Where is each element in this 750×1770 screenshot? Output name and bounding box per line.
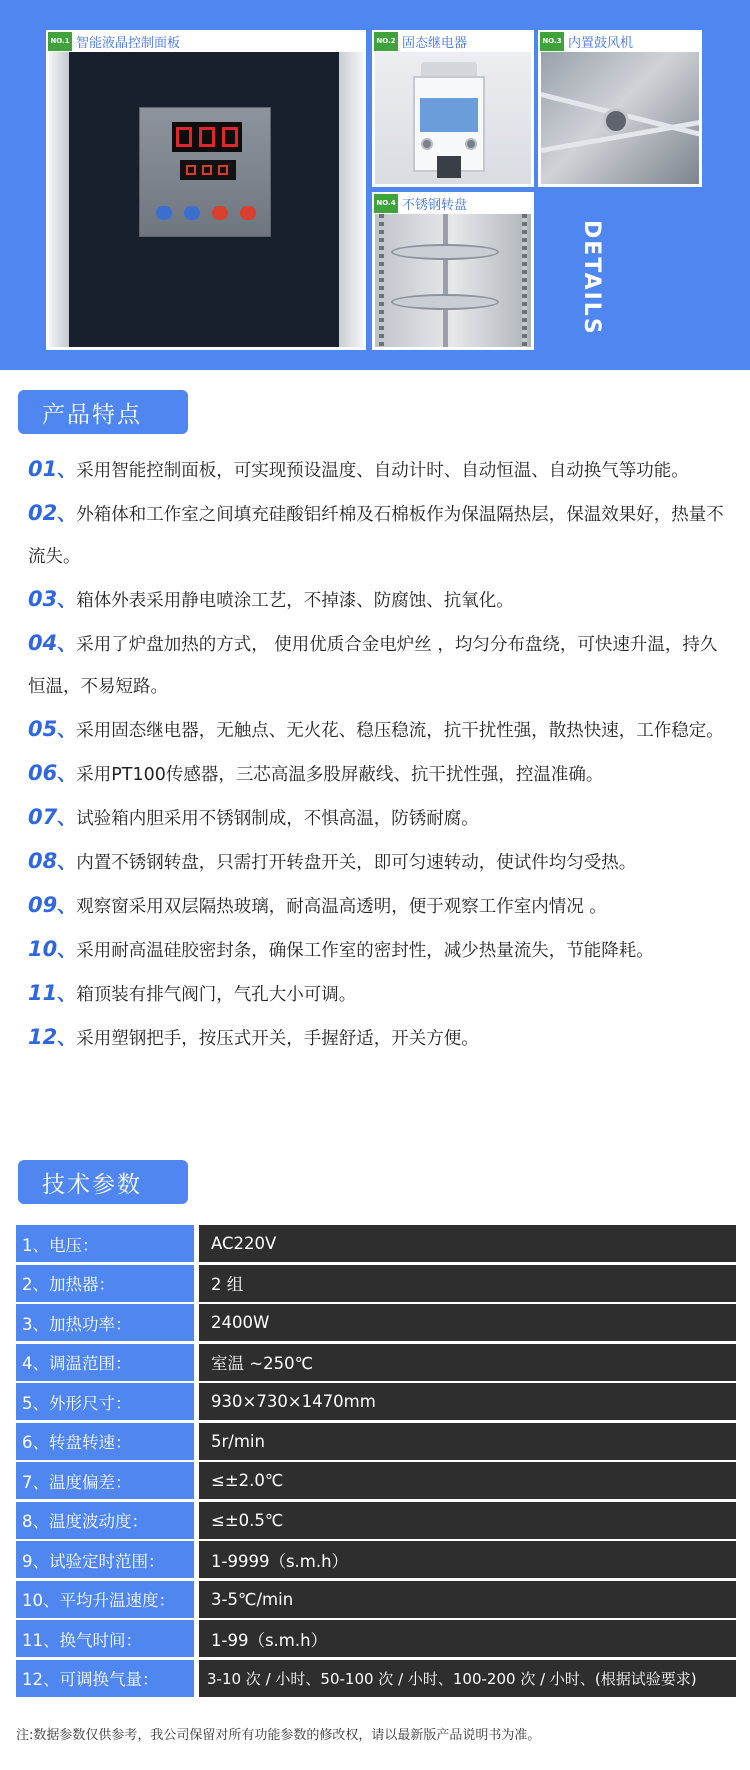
panel-tag	[46, 30, 366, 52]
list-item: 08、内置不锈钢转盘，只需打开转盘开关，即可匀速转动，使试件均匀受热。	[28, 849, 637, 873]
spec-key: 5、外形尺寸：	[16, 1383, 194, 1420]
spec-key: 11、换气时间：	[16, 1620, 194, 1657]
spec-key: 2、加热器：	[16, 1265, 194, 1302]
feature-text: 箱顶装有排气阀门，气孔大小可调。	[76, 985, 357, 1005]
panel-tag	[372, 192, 534, 214]
features-list	[28, 448, 734, 1060]
control-panel-graphic	[139, 107, 271, 237]
feature-text: 试验箱内胆采用不锈钢制成，不惧高温，防锈耐腐。	[76, 809, 479, 829]
list-item: 07、试验箱内胆采用不锈钢制成，不惧高温，防锈耐腐。	[28, 805, 479, 829]
feature-text: 采用了炉盘加热的方式， 使用优质合金电炉丝 ，均匀分布盘绕，可快速升温，持久恒温，不易短路。	[28, 635, 718, 697]
feature-text: 外箱体和工作室之间填充硅酸铝纤棉及石棉板作为保温隔热层，保温效果好，热量不流失。	[28, 505, 724, 567]
list-item: 11、箱顶装有排气阀门，气孔大小可调。	[28, 981, 357, 1005]
table-row	[16, 1462, 736, 1499]
panel-label: 智能液晶控制面板	[76, 35, 181, 51]
spec-value: 1-99（s.m.h）	[199, 1620, 736, 1657]
table-row	[16, 1502, 736, 1539]
disclaimer-note: 注:数据参数仅供参考，我公司保留对所有功能参数的修改权，请以最新版产品说明书为准。	[16, 1728, 541, 1743]
spec-key: 1、电压：	[16, 1225, 194, 1262]
list-item: 05、采用固态继电器，无触点、无火花、稳压稳流，抗干扰性强，散热快速，工作稳定。	[28, 717, 724, 741]
spec-value: 3-10 次 / 小时、50-100 次 / 小时、100-200 次 / 小时、(根据试验要求)	[199, 1660, 736, 1697]
detail-panel-turntable	[372, 192, 534, 350]
turntable-image	[375, 214, 531, 347]
spec-key: 7、温度偏差：	[16, 1462, 194, 1499]
spec-value: AC220V	[199, 1225, 736, 1262]
spec-table	[16, 1225, 736, 1699]
feature-text: 内置不锈钢转盘，只需打开转盘开关，即可匀速转动，使试件均匀受热。	[76, 853, 637, 873]
list-item: 09、观察窗采用双层隔热玻璃，耐高温高透明，便于观察工作室内情况 。	[28, 893, 607, 917]
detail-panel-controller	[46, 30, 366, 350]
details-side-text: DETAILS	[579, 220, 604, 336]
list-item: 02、外箱体和工作室之间填充硅酸铝纤棉及石棉板作为保温隔热层，保温效果好，热量不流失。	[28, 501, 724, 567]
panel-label: 固态继电器	[402, 35, 468, 51]
detail-panel-fan	[538, 30, 702, 187]
spec-key: 6、转盘转速：	[16, 1423, 194, 1460]
feature-text: 采用塑钢把手，按压式开关，手握舒适，开关方便。	[76, 1029, 479, 1049]
panel-number-badge: NO.1	[48, 32, 72, 51]
table-row	[16, 1225, 736, 1262]
table-row	[16, 1660, 736, 1697]
table-row	[16, 1581, 736, 1618]
table-row	[16, 1344, 736, 1381]
list-item: 06、采用PT100传感器，三芯高温多股屏蔽线、抗干扰性强，控温准确。	[28, 761, 604, 785]
feature-text: 采用智能控制面板，可实现预设温度、自动计时、自动恒温、自动换气等功能。	[76, 461, 689, 481]
spec-key: 4、调温范围：	[16, 1344, 194, 1381]
table-row	[16, 1423, 736, 1460]
features-section-title: 产品特点	[18, 390, 188, 434]
feature-text: 采用耐高温硅胶密封条，确保工作室的密封性，减少热量流失，节能降耗。	[76, 941, 654, 961]
panel-number-badge: NO.3	[540, 32, 564, 51]
spec-value: 2 组	[199, 1265, 736, 1302]
list-item: 12、采用塑钢把手，按压式开关，手握舒适，开关方便。	[28, 1025, 479, 1049]
feature-text: 箱体外表采用静电喷涂工艺，不掉漆、防腐蚀、抗氧化。	[76, 591, 514, 611]
feature-text: 采用PT100传感器，三芯高温多股屏蔽线、抗干扰性强，控温准确。	[76, 765, 604, 785]
list-item: 04、采用了炉盘加热的方式， 使用优质合金电炉丝 ，均匀分布盘绕，可快速升温，持久恒温，不易短路。	[28, 631, 718, 697]
spec-value: ≤±0.5℃	[199, 1502, 736, 1539]
spec-key: 3、加热功率：	[16, 1304, 194, 1341]
feature-text: 采用固态继电器，无触点、无火花、稳压稳流，抗干扰性强，散热快速，工作稳定。	[76, 721, 724, 741]
spec-value: 室温 ~250℃	[199, 1344, 736, 1381]
panel-tag	[538, 30, 702, 52]
panel-label: 内置鼓风机	[568, 35, 634, 51]
spec-value: 930×730×1470mm	[199, 1383, 736, 1420]
spec-key: 8、温度波动度：	[16, 1502, 194, 1539]
fan-image	[541, 52, 699, 184]
spec-value: 3-5℃/min	[199, 1581, 736, 1618]
spec-key: 9、试验定时范围：	[16, 1541, 194, 1578]
panel-number-badge: NO.2	[374, 32, 398, 51]
relay-image	[375, 52, 531, 184]
spec-value: ≤±2.0℃	[199, 1462, 736, 1499]
panel-number-badge: NO.4	[374, 194, 398, 213]
spec-value: 1-9999（s.m.h）	[199, 1541, 736, 1578]
feature-text: 观察窗采用双层隔热玻璃，耐高温高透明，便于观察工作室内情况 。	[76, 897, 607, 917]
controller-image	[49, 52, 363, 347]
list-item: 01、采用智能控制面板，可实现预设温度、自动计时、自动恒温、自动换气等功能。	[28, 457, 689, 481]
panel-label: 不锈钢转盘	[402, 197, 468, 213]
spec-key: 12、可调换气量：	[16, 1660, 194, 1697]
table-row	[16, 1304, 736, 1341]
spec-key: 10、平均升温速度：	[16, 1581, 194, 1618]
list-item: 10、采用耐高温硅胶密封条，确保工作室的密封性，减少热量流失，节能降耗。	[28, 937, 654, 961]
detail-panel-relay	[372, 30, 534, 187]
list-item: 03、箱体外表采用静电喷涂工艺，不掉漆、防腐蚀、抗氧化。	[28, 587, 514, 611]
table-row	[16, 1265, 736, 1302]
panel-tag	[372, 30, 534, 52]
details-banner	[0, 0, 750, 370]
spec-value: 2400W	[199, 1304, 736, 1341]
spec-value: 5r/min	[199, 1423, 736, 1460]
specs-section-title: 技术参数	[18, 1160, 188, 1204]
table-row	[16, 1541, 736, 1578]
table-row	[16, 1383, 736, 1420]
table-row	[16, 1620, 736, 1657]
